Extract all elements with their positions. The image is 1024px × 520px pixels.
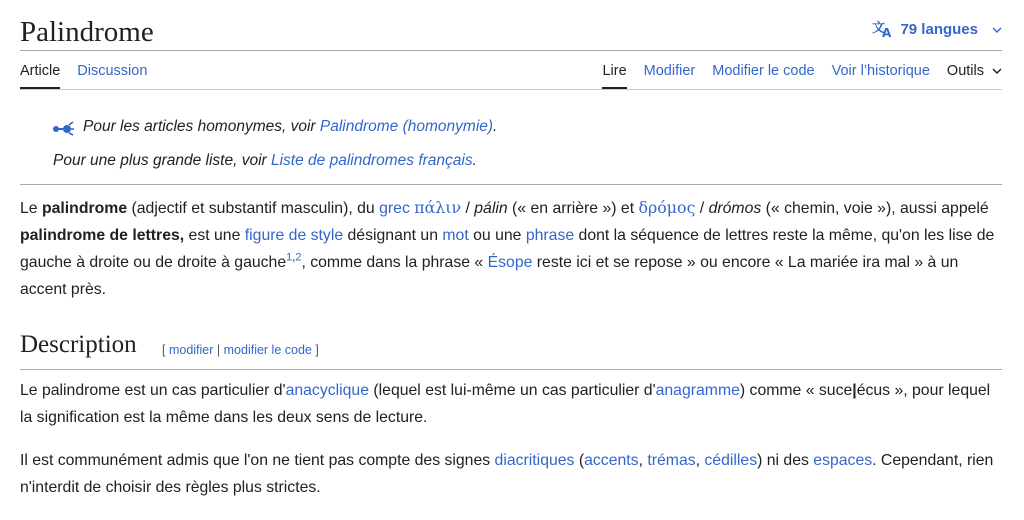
translate-icon (872, 20, 894, 38)
hatnote-text: . (472, 152, 477, 169)
tab-discussion[interactable]: Discussion (77, 63, 148, 79)
references: 1,2 (286, 251, 302, 264)
link-esope[interactable]: Ésope (487, 254, 533, 271)
link-diacritiques[interactable]: diacritiques (494, 452, 575, 469)
link-anagramme[interactable]: anagramme (655, 382, 740, 399)
ref-2[interactable]: 2 (295, 251, 302, 264)
disambiguation-icon (52, 120, 74, 136)
link-figure-de-style[interactable]: figure de style (244, 227, 344, 244)
section-edit-links: [ modifier | modifier le code ] (162, 343, 319, 357)
link-accents[interactable]: accents (584, 452, 639, 469)
bold-term: palindrome (41, 200, 128, 217)
section-edit-link[interactable]: modifier (168, 343, 214, 357)
section-description (20, 329, 1002, 370)
section-title: Description (20, 331, 137, 358)
link-liste-palindromes[interactable]: Liste de palindromes français (270, 152, 473, 169)
hatnote-text: Pour les articles homonymes, voir (83, 118, 320, 135)
hatnote-homonyms (83, 118, 497, 136)
link-anacyclique[interactable]: anacyclique (285, 382, 369, 399)
tab-history[interactable]: Voir l’historique (831, 63, 930, 79)
link-cedilles[interactable]: cédilles (704, 452, 758, 469)
page-title: Palindrome (20, 16, 154, 48)
chevron-down-icon (992, 64, 1002, 78)
section-edit-code-link[interactable]: modifier le code (223, 343, 312, 357)
language-label: 79 langues (900, 20, 978, 38)
link-phrase[interactable]: phrase (525, 227, 575, 244)
link-mot[interactable]: mot (442, 227, 469, 244)
intro-paragraph: Le palindrome (adjectif et substantif masculin), du grec πάλιν / pálin (« en arrière ») et δρόμος / drómos (« chemin, voie »), aussi appelé palindrome de lettres, est une figure de style désignant un mot ou une phrase dont la séquence de lettres reste la même, qu'on les lise de gauche à droite ou de droite à gauche$^{1,2}$, comme dans la phrase « Ésope reste ici et se repose » ou encore « La mariée ira mal » à un accent près. (20, 198, 995, 298)
hatnote-divider (20, 184, 1002, 185)
tools-label: Outils (946, 63, 984, 79)
link-tremas[interactable]: trémas (647, 452, 696, 469)
link-grec[interactable]: grec (379, 200, 410, 217)
tab-read[interactable]: Lire (602, 52, 626, 89)
link-palindrome-homonymie[interactable]: Palindrome (homonymie) (319, 118, 494, 135)
ref-1[interactable]: 1 (286, 251, 293, 264)
tools-menu[interactable] (947, 52, 1002, 88)
link-greek-dromos[interactable]: δρόμος (638, 198, 696, 217)
hatnote-text: . (493, 118, 498, 135)
svg-text:A: A (882, 26, 892, 38)
hatnote-list (53, 152, 477, 170)
link-greek-palin[interactable]: πάλιν (414, 198, 462, 217)
tab-edit[interactable]: Modifier (643, 63, 696, 79)
link-espaces[interactable]: espaces (813, 452, 873, 469)
chevron-down-icon (992, 21, 1002, 38)
tabs-row (20, 52, 1002, 90)
bold-term: palindrome de lettres, (20, 227, 185, 244)
svg-text:文: 文 (872, 21, 886, 36)
tab-article[interactable]: Article (20, 52, 60, 89)
description-paragraph-2: Il est communément admis que l'on ne tient pas compte des signes diacritiques (accents, trémas, cédilles) ni des espaces. Cependant, rien n'interdit de choisir des règles plus strictes. (20, 452, 994, 496)
tab-edit-source[interactable]: Modifier le code (712, 63, 815, 79)
description-paragraph-1: Le palindrome est un cas particulier d'anacyclique (lequel est lui-même un cas particulier d'anagramme) comme « suce|écus », pour lequel la signification est la même dans les deux sens de lecture. (20, 382, 991, 426)
title-row (20, 10, 1002, 51)
hatnote-text: Pour une plus grande liste, voir (53, 152, 271, 169)
language-button[interactable] (872, 20, 1002, 38)
